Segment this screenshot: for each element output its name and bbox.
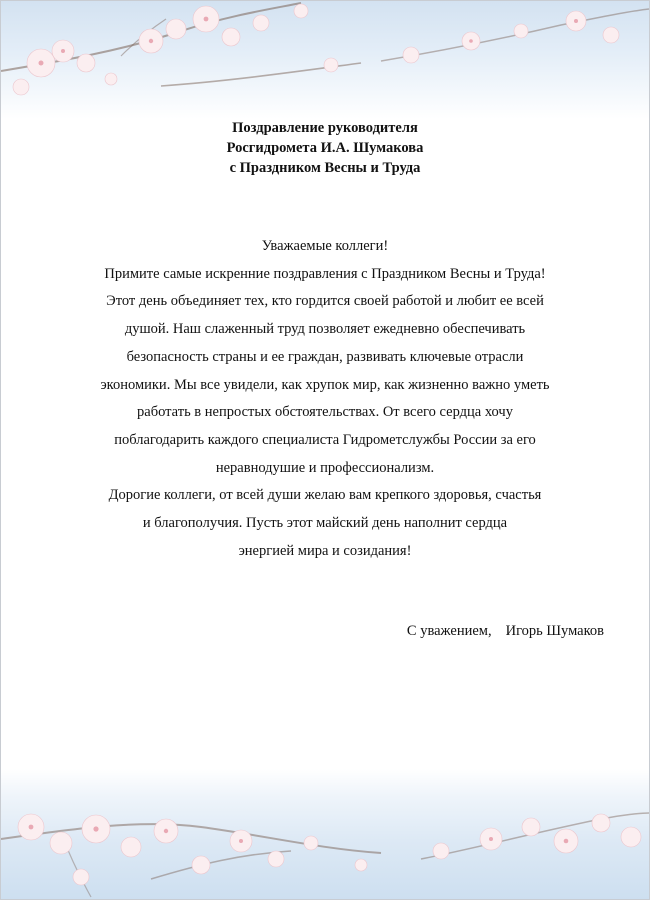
cherry-blossom-branch-top [1, 1, 649, 119]
title-line: Росгидромета И.А. Шумакова [226, 140, 424, 156]
body-line: Примите самые искренние поздравления с Праздником Весны и Труда! [104, 265, 546, 282]
body-line: энергией мира и созидания! [238, 542, 412, 559]
greeting: Уважаемые коллеги! [261, 238, 389, 254]
body-line: поблагодарить каждого специалиста Гидрометслужбы России за его [114, 431, 536, 448]
body-line: Этот день объединяет тех, кто гордится своей работой и любит ее всей [106, 293, 544, 310]
body-line: безопасность страны и ее граждан, развивать ключевые отрасли [126, 348, 524, 365]
body-line: неравнодушие и профессионализм. [215, 459, 435, 476]
body-line: Дорогие коллеги, от всей души желаю вам крепкого здоровья, счастья [108, 487, 542, 504]
signature-name: Игорь Шумаков [505, 623, 604, 639]
body-line: и благополучия. Пусть этот майский день наполнит сердца [142, 515, 508, 532]
body-line: экономики. Мы все увидели, как хрупок мир, как жизненно важно уметь [100, 376, 550, 393]
body-line: душой. Наш слаженный труд позволяет ежедневно обеспечивать [124, 321, 526, 338]
title-line: Поздравление руководителя [232, 120, 418, 136]
body-line: работать в непростых обстоятельствах. От всего сердца хочу [137, 404, 513, 421]
cherry-blossom-branch-bottom [1, 769, 649, 899]
bottom-blossom-border [1, 769, 649, 899]
top-blossom-border [1, 1, 649, 119]
title-line: с Праздником Весны и Труда [229, 160, 421, 176]
signature-block [407, 623, 604, 640]
document-title [1, 118, 649, 178]
letter-body [1, 233, 649, 565]
signature-closing: С уважением, [406, 623, 492, 639]
